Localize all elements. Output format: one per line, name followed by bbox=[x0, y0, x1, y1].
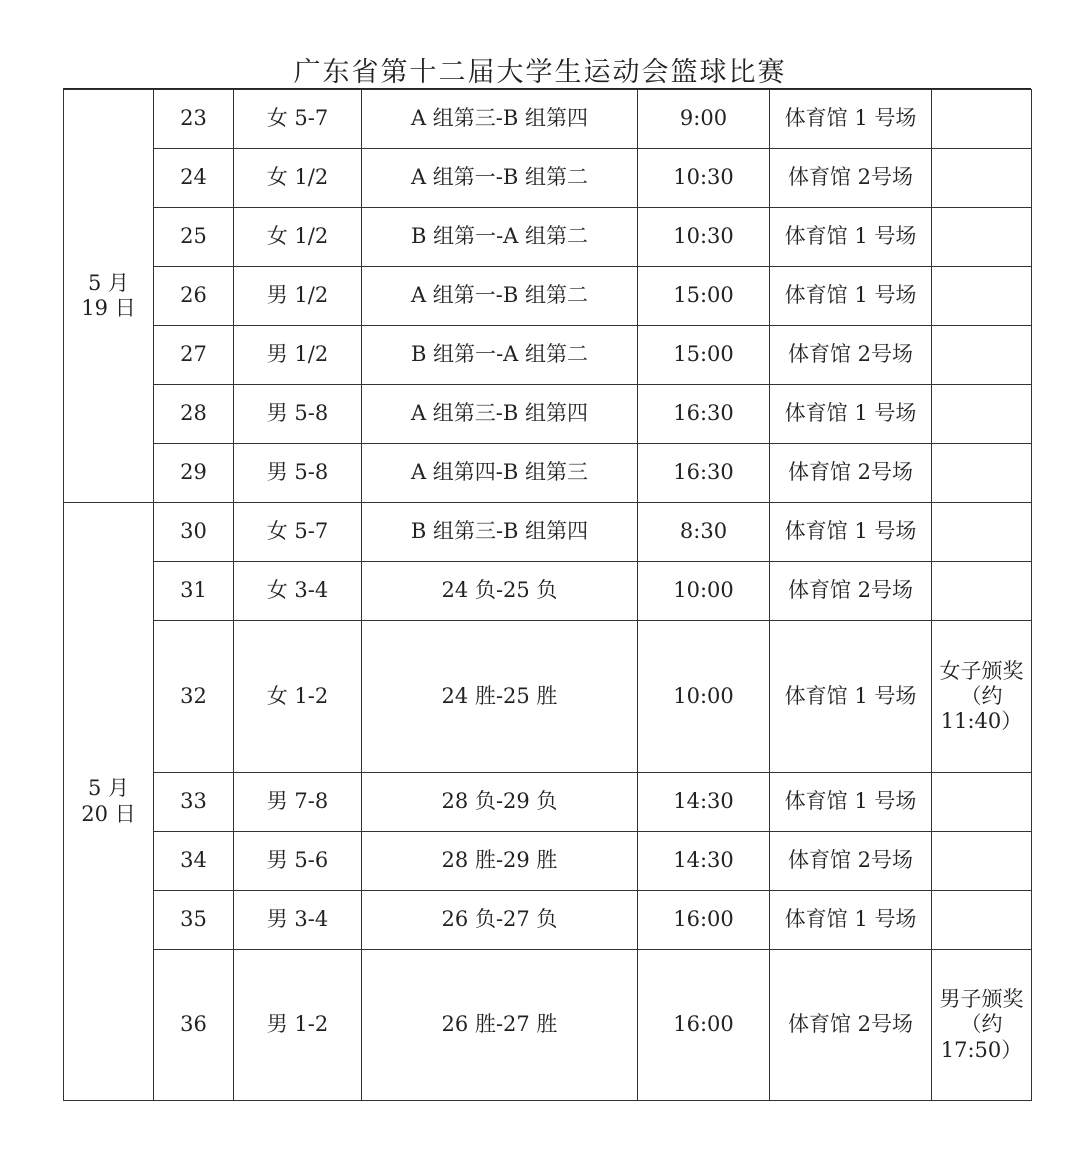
time-cell: 16:30 bbox=[638, 385, 770, 444]
time-cell: 10:00 bbox=[638, 621, 770, 773]
match-cell: 24 胜-25 胜 bbox=[362, 621, 638, 773]
note-cell bbox=[932, 503, 1032, 562]
table-row bbox=[64, 444, 1032, 503]
venue-cell: 体育馆 1 号场 bbox=[770, 773, 932, 832]
time-cell: 10:30 bbox=[638, 149, 770, 208]
event-cell: 男 3-4 bbox=[234, 891, 362, 950]
table-row bbox=[64, 773, 1032, 832]
venue-cell: 体育馆 1 号场 bbox=[770, 891, 932, 950]
note-cell bbox=[932, 385, 1032, 444]
date-line: 5 月 bbox=[87, 270, 130, 295]
note-cell bbox=[932, 832, 1032, 891]
match-cell: A 组第一-B 组第二 bbox=[362, 267, 638, 326]
note-cell bbox=[932, 326, 1032, 385]
venue-cell: 体育馆 2号场 bbox=[770, 444, 932, 503]
no-cell: 30 bbox=[154, 503, 234, 562]
event-cell: 女 3-4 bbox=[234, 562, 362, 621]
note-cell bbox=[932, 621, 1032, 773]
note-line: 男子颁奖 bbox=[939, 987, 1024, 1012]
table-row bbox=[64, 90, 1032, 149]
time-cell: 14:30 bbox=[638, 773, 770, 832]
note-cell bbox=[932, 267, 1032, 326]
note-cell bbox=[932, 208, 1032, 267]
table-row bbox=[64, 832, 1032, 891]
event-cell: 男 5-6 bbox=[234, 832, 362, 891]
time-cell: 15:00 bbox=[638, 326, 770, 385]
note-line: 女子颁奖 bbox=[939, 658, 1024, 683]
match-cell: 26 胜-27 胜 bbox=[362, 950, 638, 1101]
event-cell: 女 5-7 bbox=[234, 503, 362, 562]
note-line: 17:50） bbox=[940, 1037, 1023, 1062]
table-row bbox=[64, 891, 1032, 950]
venue-cell: 体育馆 2号场 bbox=[770, 832, 932, 891]
table-row bbox=[64, 267, 1032, 326]
venue-cell: 体育馆 2号场 bbox=[770, 562, 932, 621]
note-cell bbox=[932, 90, 1032, 149]
date-cell bbox=[64, 90, 154, 503]
no-cell: 28 bbox=[154, 385, 234, 444]
table-row bbox=[64, 621, 1032, 773]
event-cell: 男 5-8 bbox=[234, 444, 362, 503]
no-cell: 29 bbox=[154, 444, 234, 503]
venue-cell: 体育馆 2号场 bbox=[770, 326, 932, 385]
venue-cell: 体育馆 1 号场 bbox=[770, 621, 932, 773]
match-cell: A 组第四-B 组第三 bbox=[362, 444, 638, 503]
time-cell: 9:00 bbox=[638, 90, 770, 149]
time-cell: 15:00 bbox=[638, 267, 770, 326]
time-cell: 16:30 bbox=[638, 444, 770, 503]
event-cell: 女 1/2 bbox=[234, 149, 362, 208]
match-cell: B 组第一-A 组第二 bbox=[362, 326, 638, 385]
match-cell: B 组第一-A 组第二 bbox=[362, 208, 638, 267]
venue-cell: 体育馆 1 号场 bbox=[770, 208, 932, 267]
no-cell: 36 bbox=[154, 950, 234, 1101]
table-row bbox=[64, 950, 1032, 1101]
time-cell: 10:00 bbox=[638, 562, 770, 621]
event-cell: 女 1-2 bbox=[234, 621, 362, 773]
no-cell: 25 bbox=[154, 208, 234, 267]
no-cell: 32 bbox=[154, 621, 234, 773]
event-cell: 女 1/2 bbox=[234, 208, 362, 267]
page-title: 广东省第十二届大学生运动会篮球比赛 bbox=[293, 57, 787, 88]
note-cell bbox=[932, 891, 1032, 950]
table-row bbox=[64, 149, 1032, 208]
match-cell: A 组第三-B 组第四 bbox=[362, 90, 638, 149]
no-cell: 35 bbox=[154, 891, 234, 950]
no-cell: 27 bbox=[154, 326, 234, 385]
match-cell: A 组第三-B 组第四 bbox=[362, 385, 638, 444]
time-cell: 10:30 bbox=[638, 208, 770, 267]
no-cell: 26 bbox=[154, 267, 234, 326]
date-cell bbox=[64, 503, 154, 1101]
no-cell: 24 bbox=[154, 149, 234, 208]
note-cell bbox=[932, 562, 1032, 621]
note-cell bbox=[932, 444, 1032, 503]
venue-cell: 体育馆 1 号场 bbox=[770, 90, 932, 149]
event-cell: 男 1/2 bbox=[234, 326, 362, 385]
no-cell: 33 bbox=[154, 773, 234, 832]
time-cell: 8:30 bbox=[638, 503, 770, 562]
no-cell: 34 bbox=[154, 832, 234, 891]
venue-cell: 体育馆 2号场 bbox=[770, 149, 932, 208]
table-row bbox=[64, 326, 1032, 385]
event-cell: 女 5-7 bbox=[234, 90, 362, 149]
no-cell: 31 bbox=[154, 562, 234, 621]
table-row bbox=[64, 503, 1032, 562]
note-line: （约 bbox=[960, 1012, 1003, 1037]
venue-cell: 体育馆 1 号场 bbox=[770, 503, 932, 562]
time-cell: 16:00 bbox=[638, 891, 770, 950]
time-cell: 16:00 bbox=[638, 950, 770, 1101]
table-row bbox=[64, 208, 1032, 267]
event-cell: 男 7-8 bbox=[234, 773, 362, 832]
date-line: 20 日 bbox=[81, 801, 136, 826]
match-cell: 24 负-25 负 bbox=[362, 562, 638, 621]
match-cell: 28 负-29 负 bbox=[362, 773, 638, 832]
match-cell: B 组第三-B 组第四 bbox=[362, 503, 638, 562]
event-cell: 男 1/2 bbox=[234, 267, 362, 326]
note-cell bbox=[932, 773, 1032, 832]
venue-cell: 体育馆 1 号场 bbox=[770, 267, 932, 326]
match-cell: 28 胜-29 胜 bbox=[362, 832, 638, 891]
event-cell: 男 5-8 bbox=[234, 385, 362, 444]
table-row bbox=[64, 385, 1032, 444]
time-cell: 14:30 bbox=[638, 832, 770, 891]
match-cell: 26 负-27 负 bbox=[362, 891, 638, 950]
note-cell bbox=[932, 149, 1032, 208]
date-line: 19 日 bbox=[81, 296, 136, 320]
table-row bbox=[64, 562, 1032, 621]
match-cell: A 组第一-B 组第二 bbox=[362, 149, 638, 208]
venue-cell: 体育馆 2号场 bbox=[770, 950, 932, 1101]
event-cell: 男 1-2 bbox=[234, 950, 362, 1101]
date-line: 5 月 bbox=[87, 776, 130, 801]
note-line: （约 bbox=[960, 683, 1003, 708]
no-cell: 23 bbox=[154, 90, 234, 149]
venue-cell: 体育馆 1 号场 bbox=[770, 385, 932, 444]
note-cell bbox=[932, 950, 1032, 1101]
note-line: 11:40） bbox=[940, 709, 1023, 734]
schedule-table bbox=[63, 89, 1032, 1101]
